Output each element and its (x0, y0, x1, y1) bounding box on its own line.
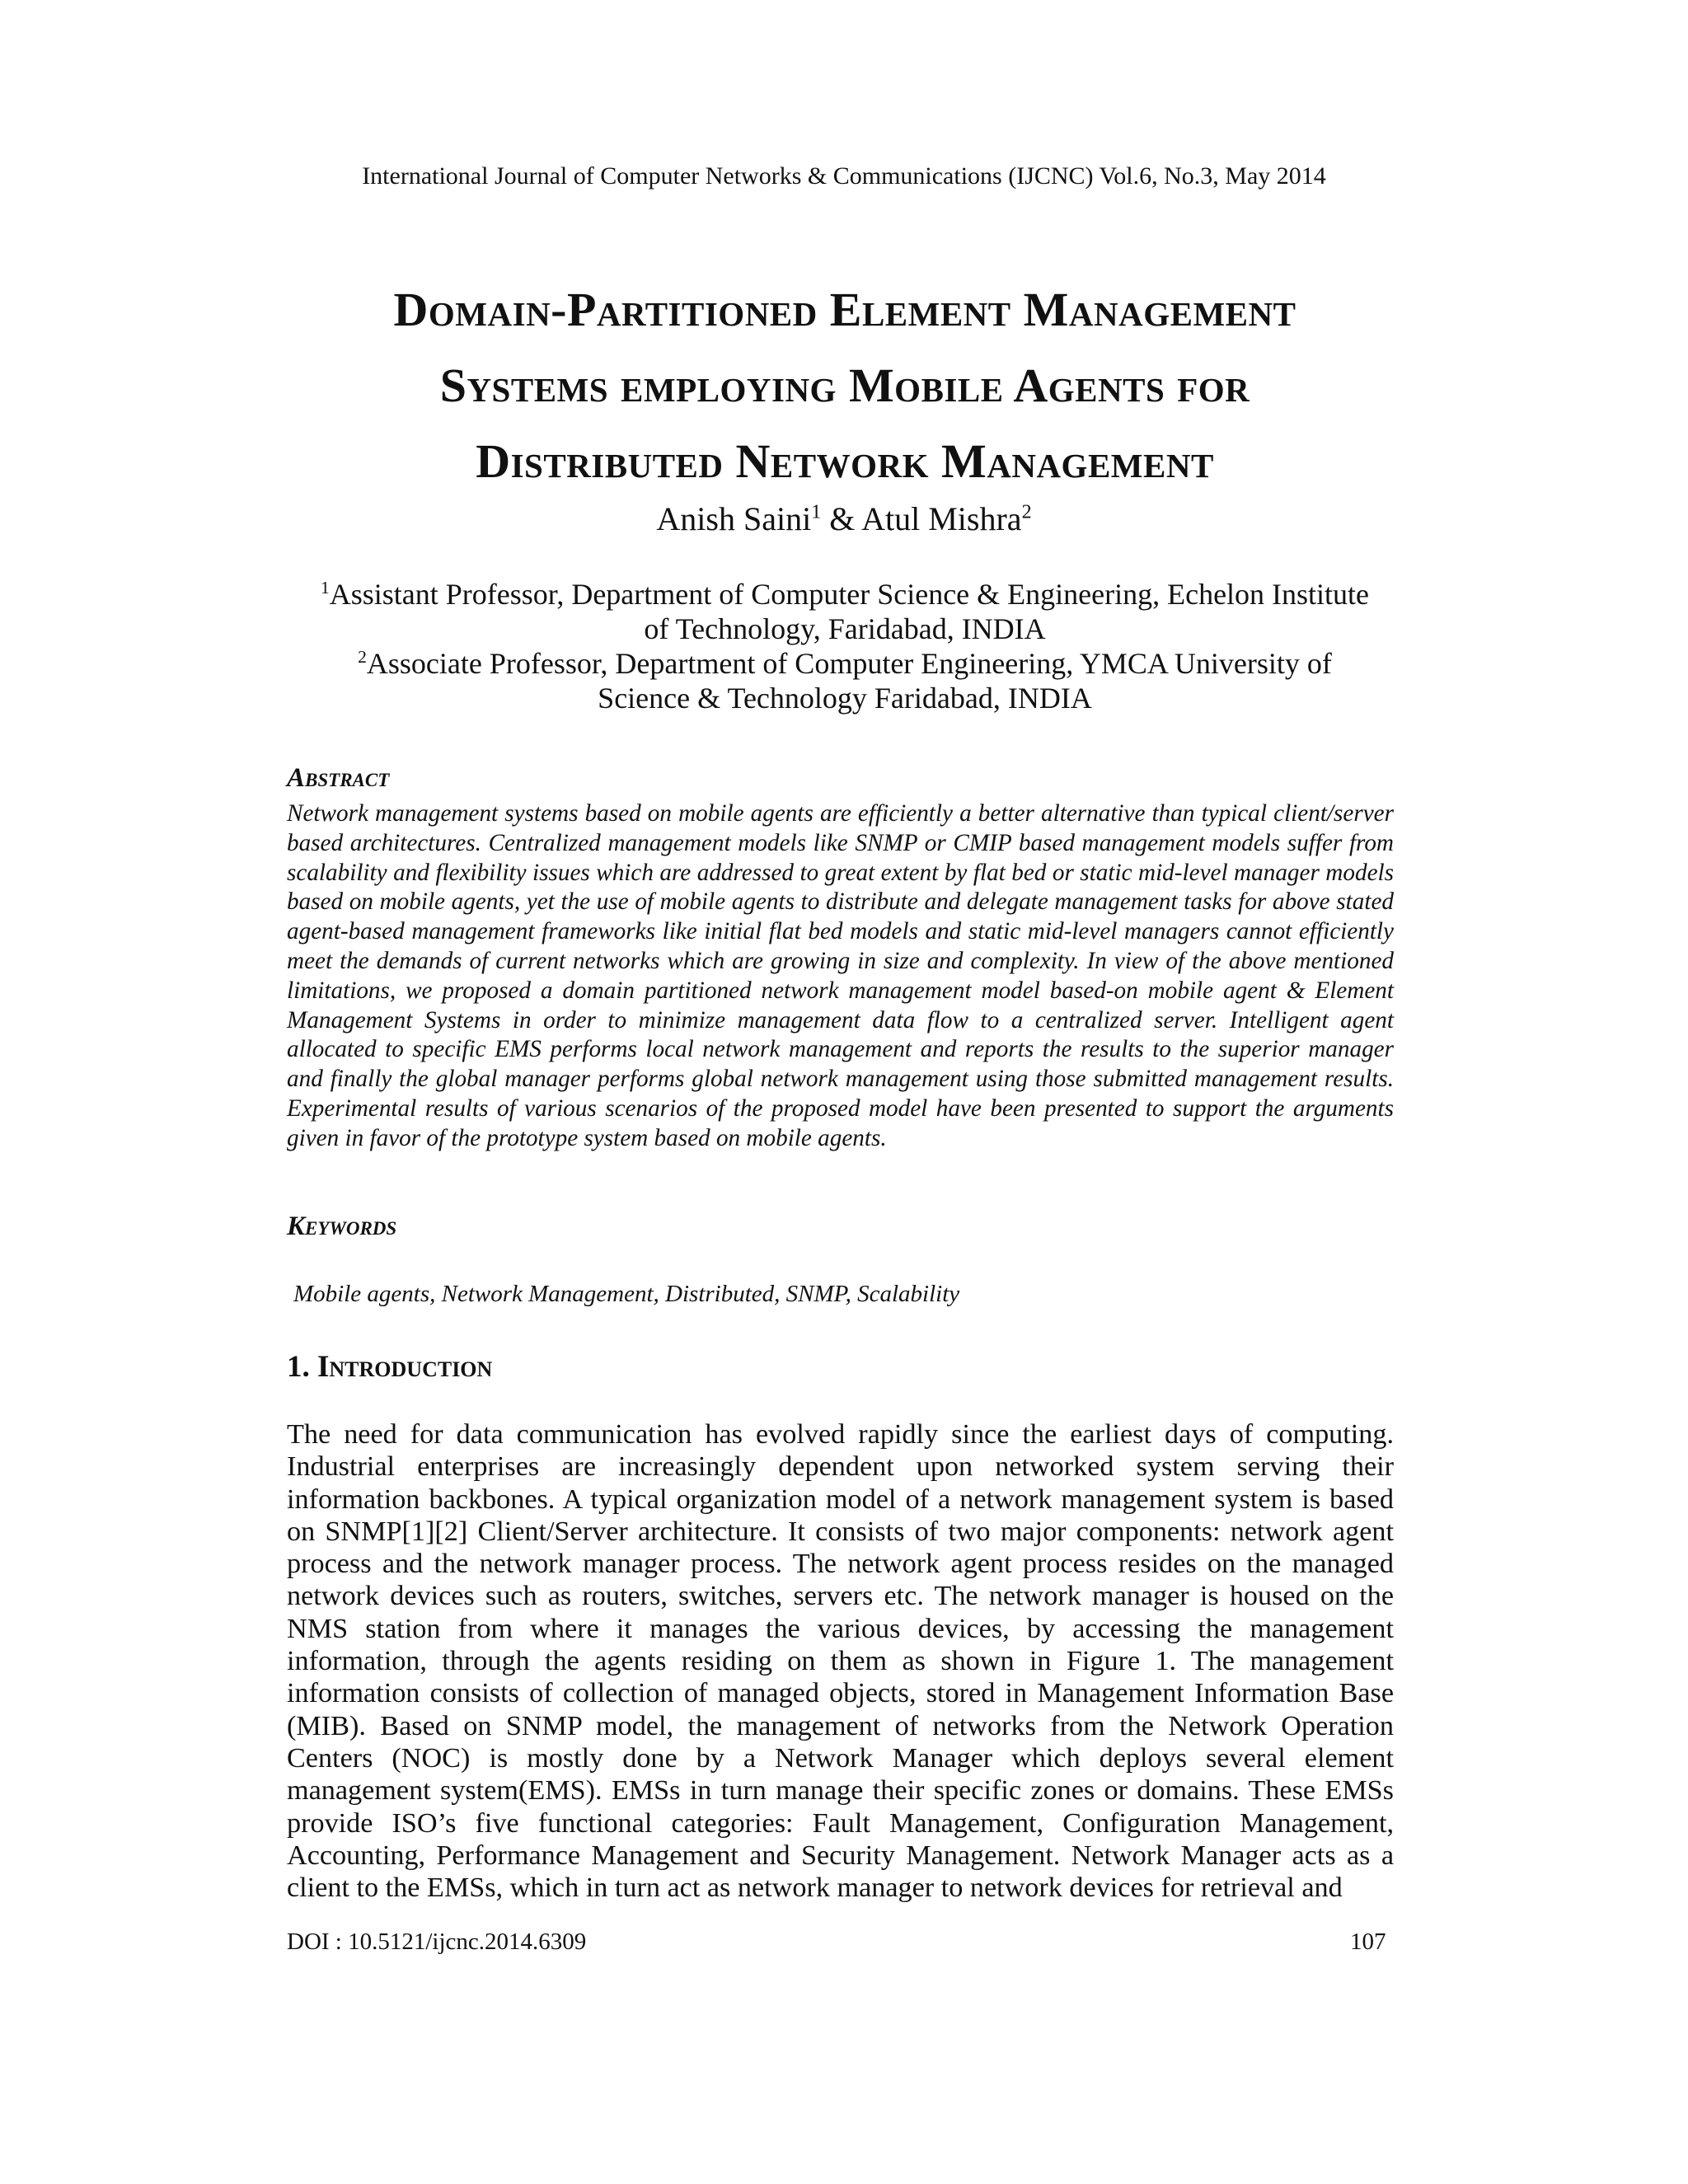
affiliation-2-text: Associate Professor, Department of Computer Engineering, YMCA University of (366, 647, 1332, 680)
abstract-heading: Abstract (287, 763, 390, 793)
author-list (0, 498, 1688, 541)
affiliation-1-mark: 1 (320, 578, 330, 598)
title-line-2: Systems employing Mobile Agents for (439, 359, 1250, 412)
title-line-3: Distributed Network Management (476, 434, 1214, 488)
keywords-heading: Keywords (287, 1212, 397, 1241)
author-2-mark: 2 (1021, 501, 1032, 523)
title-line-1: Domain-Partitioned Element Management (393, 283, 1296, 336)
footer-doi: DOI : 10.5121/ijcnc.2014.6309 (287, 1929, 587, 1955)
author-separator: & (821, 500, 862, 537)
author-1-mark: 1 (811, 501, 822, 523)
page-number: 107 (1350, 1929, 1386, 1955)
introduction-text: The need for data communication has evolved rapidly since the earliest days of computing. Industrial enterprises are increasingly dependent upon networked system serving their information backbones. A typical organization model of a network management system is based on SNMP[1][2] Client/Server architecture. It consists of two major components: network agent process and the network manager process. The network agent process resides on the managed network devices such as routers, switches, servers etc. The network manager is housed on the NMS station from where it manages the various devices, by accessing the management information, through the agents residing on them as shown in Figure 1. The management information consists of collection of managed objects, stored in Management Information Base (MIB). Based on SNMP model, the management of networks from the Network Operation Centers (NOC) is mostly done by a Network Manager which deploys several element management system(EMS). EMSs in turn manage their specific zones or domains. These EMSs provide ISO’s five functional categories: Fault Management, Configuration Management, Accounting, Performance Management and Security Management. Network Manager acts as a client to the EMSs, which in turn act as network manager to network devices for retrieval and (287, 1419, 1394, 1904)
affiliations (247, 577, 1442, 715)
author-2-name: Atul Mishra (861, 500, 1022, 537)
affiliation-2-line-2: Science & Technology Faridabad, INDIA (598, 682, 1092, 715)
author-1-name: Anish Saini (656, 500, 812, 537)
keywords-text: Mobile agents, Network Management, Distributed, SNMP, Scalability (293, 1281, 960, 1307)
introduction-heading: 1. Introduction (287, 1350, 493, 1384)
affiliation-1-line-2: of Technology, Faridabad, INDIA (644, 612, 1046, 645)
affiliation-2-mark: 2 (358, 647, 367, 667)
paper-title (206, 272, 1484, 499)
abstract-text: Network management systems based on mobile agents are efficiently a better alternative than typical client/server based architectures. Centralized management models like SNMP or CMIP based management models suffer from scalability and flexibility issues which are addressed to great extent by flat bed or static mid-level manager models based on mobile agents, yet the use of mobile agents to distribute and delegate management tasks for above stated agent-based management frameworks like initial flat bed models and static mid-level managers cannot efficiently meet the demands of current networks which are growing in size and complexity. In view of the above mentioned limitations, we proposed a domain partitioned network management model based-on mobile agent & Element Management Systems in order to minimize management data flow to a centralized server. Intelligent agent allocated to specific EMS performs local network management and reports the results to the superior manager and finally the global manager performs global network management using those submitted management results. Experimental results of various scenarios of the proposed model have been presented to support the arguments given in favor of the prototype system based on mobile agents. (287, 800, 1394, 1151)
running-header: International Journal of Computer Networks & Communications (IJCNC) Vol.6, No.3, May 2014 (362, 162, 1326, 190)
affiliation-1-text: Assistant Professor, Department of Computer Science & Engineering, Echelon Institute (329, 578, 1370, 611)
affiliation-2-line-1 (247, 646, 1442, 681)
affiliation-1-line-1 (247, 577, 1442, 612)
